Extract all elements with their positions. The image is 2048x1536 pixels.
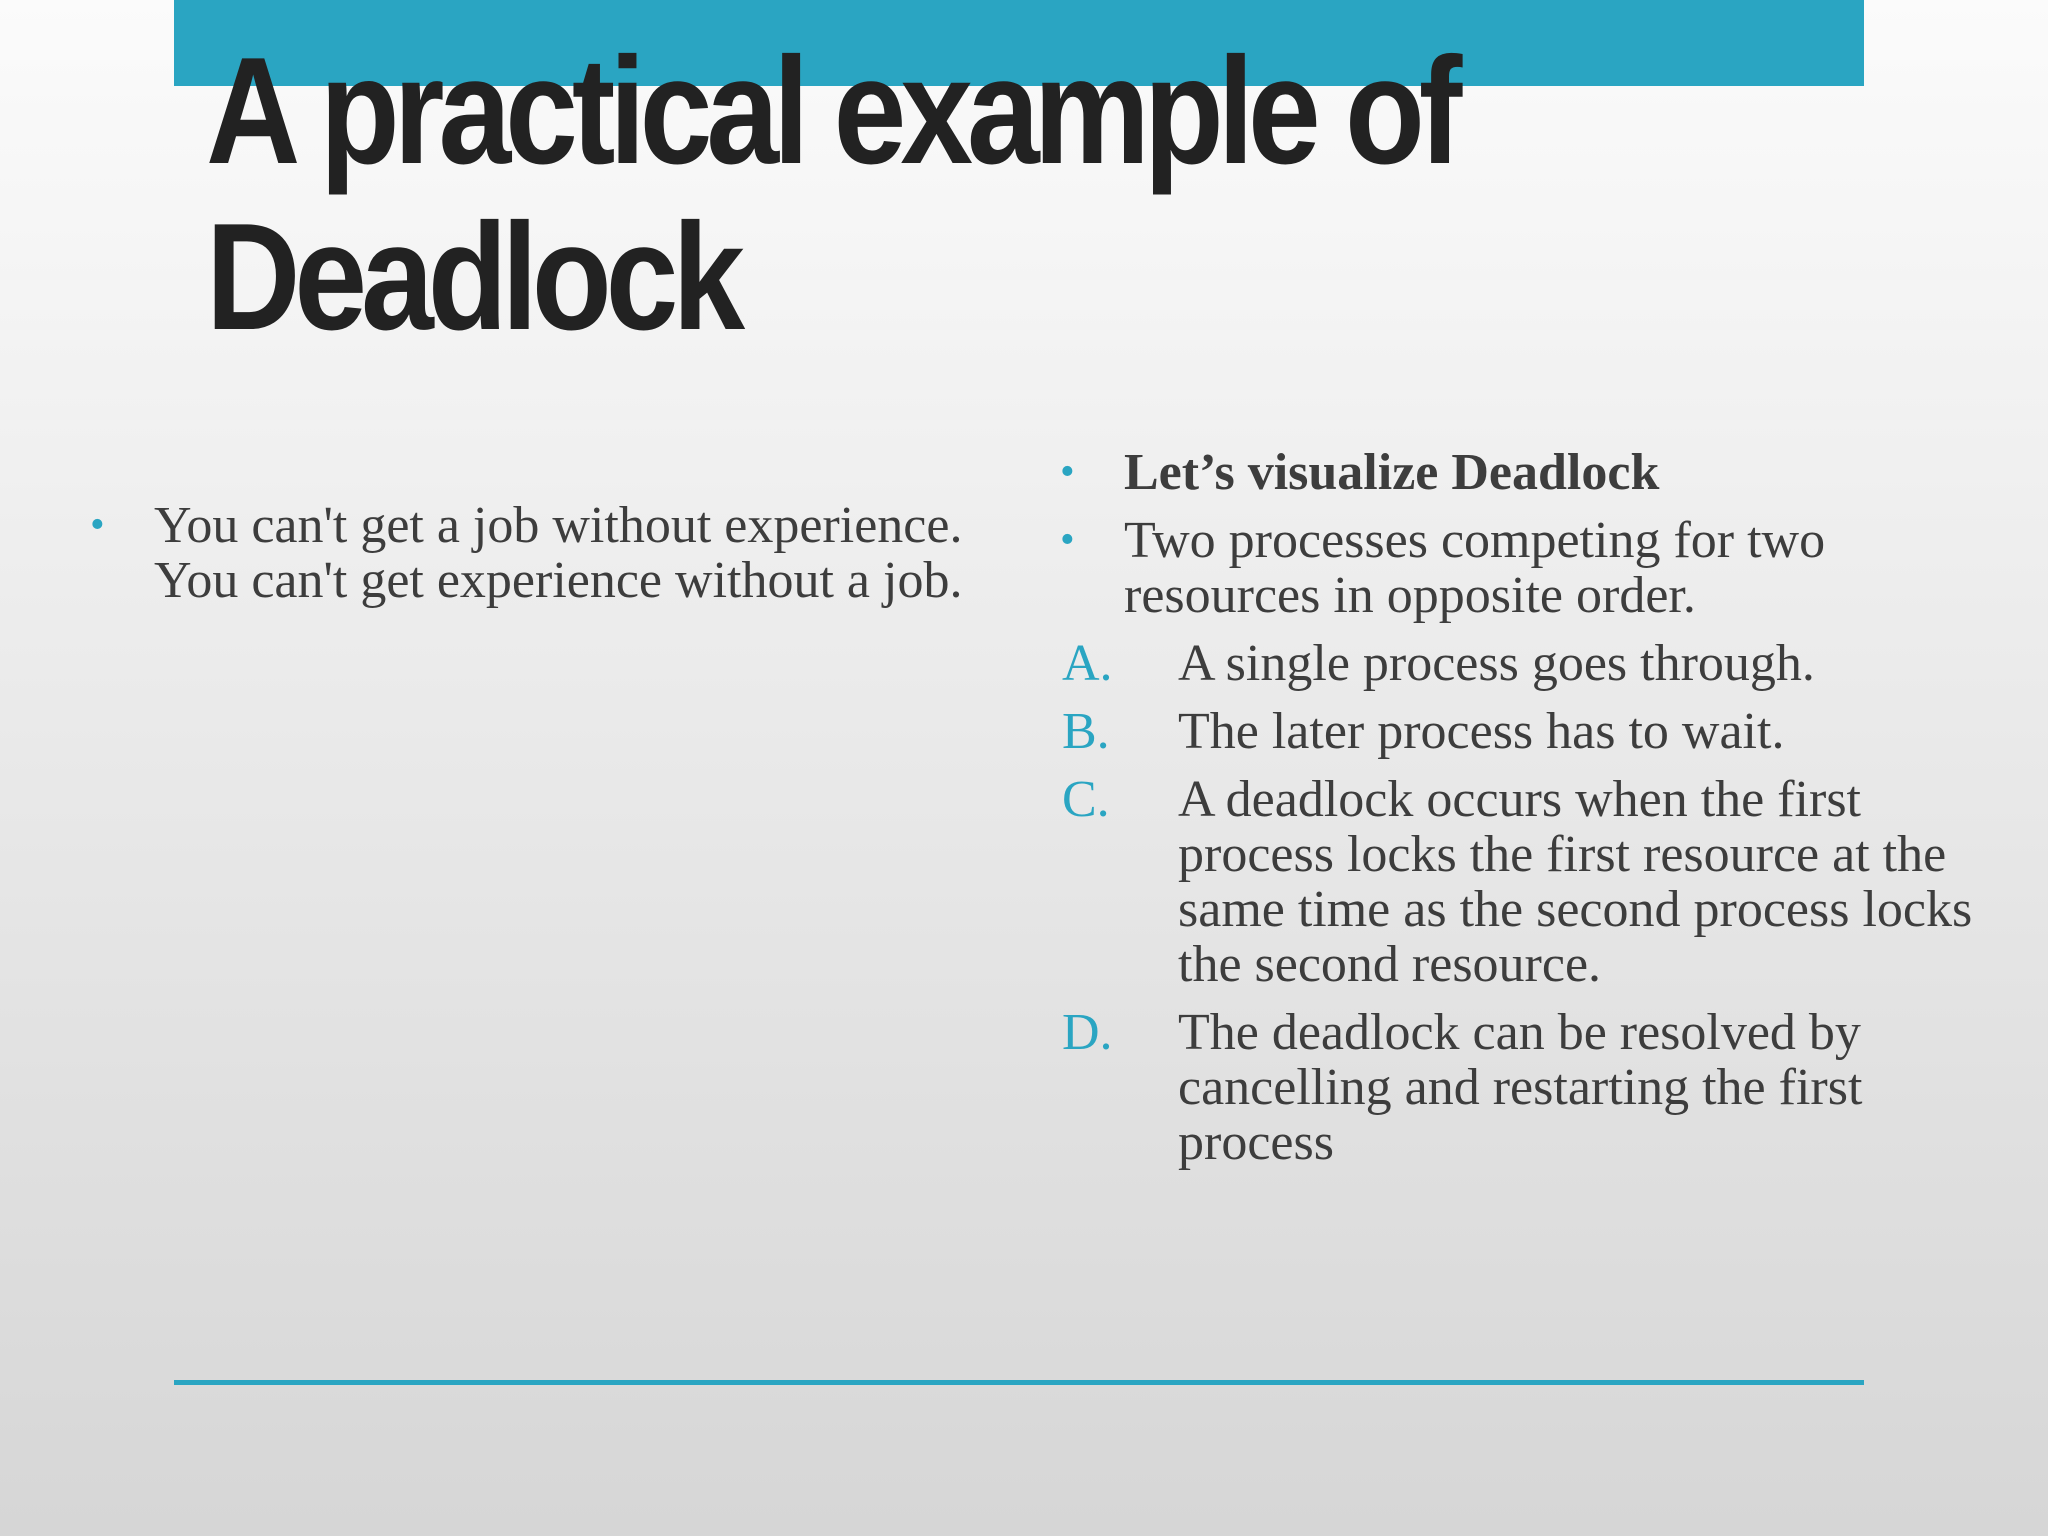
slide-title-line-1: A practical example of: [206, 26, 1457, 196]
left-content-column: [90, 498, 990, 608]
right-bullet-item: [1060, 445, 2020, 500]
left-bullet-item: [90, 498, 990, 608]
list-marker: C.: [1062, 771, 1110, 828]
list-marker: A.: [1062, 635, 1113, 692]
slide-title: [206, 28, 1582, 360]
right-bullet-text: Two processes competing for two resources in opposite order.: [1124, 512, 1826, 624]
list-item-d: [1060, 1005, 2020, 1170]
list-item-text: A single process goes through.: [1178, 635, 1815, 692]
list-marker: B.: [1062, 703, 1110, 760]
list-item-b: [1060, 704, 2020, 759]
right-bullet-heading: Let’s visualize Deadlock: [1124, 444, 1660, 501]
slide-title-line-2: Deadlock: [206, 192, 740, 362]
list-item-a: [1060, 636, 2020, 691]
right-content-column: [1060, 445, 2020, 1170]
left-bullet-text: You can't get a job without experience. You can't get experience without a job.: [154, 497, 963, 609]
list-item-c: [1060, 772, 2020, 992]
list-item-text: The deadlock can be resolved by cancelling and restarting the first process: [1178, 1004, 1863, 1171]
list-item-text: A deadlock occurs when the first process locks the first resource at the same time as the second process locks the second resource.: [1178, 771, 1973, 993]
right-bullet-item: [1060, 513, 2020, 623]
list-marker: D.: [1062, 1004, 1113, 1061]
bullet-icon: •: [1060, 449, 1075, 495]
list-item-text: The later process has to wait.: [1178, 703, 1785, 760]
footer-divider: [174, 1380, 1864, 1385]
bullet-icon: •: [90, 502, 105, 548]
bullet-icon: •: [1060, 517, 1075, 563]
